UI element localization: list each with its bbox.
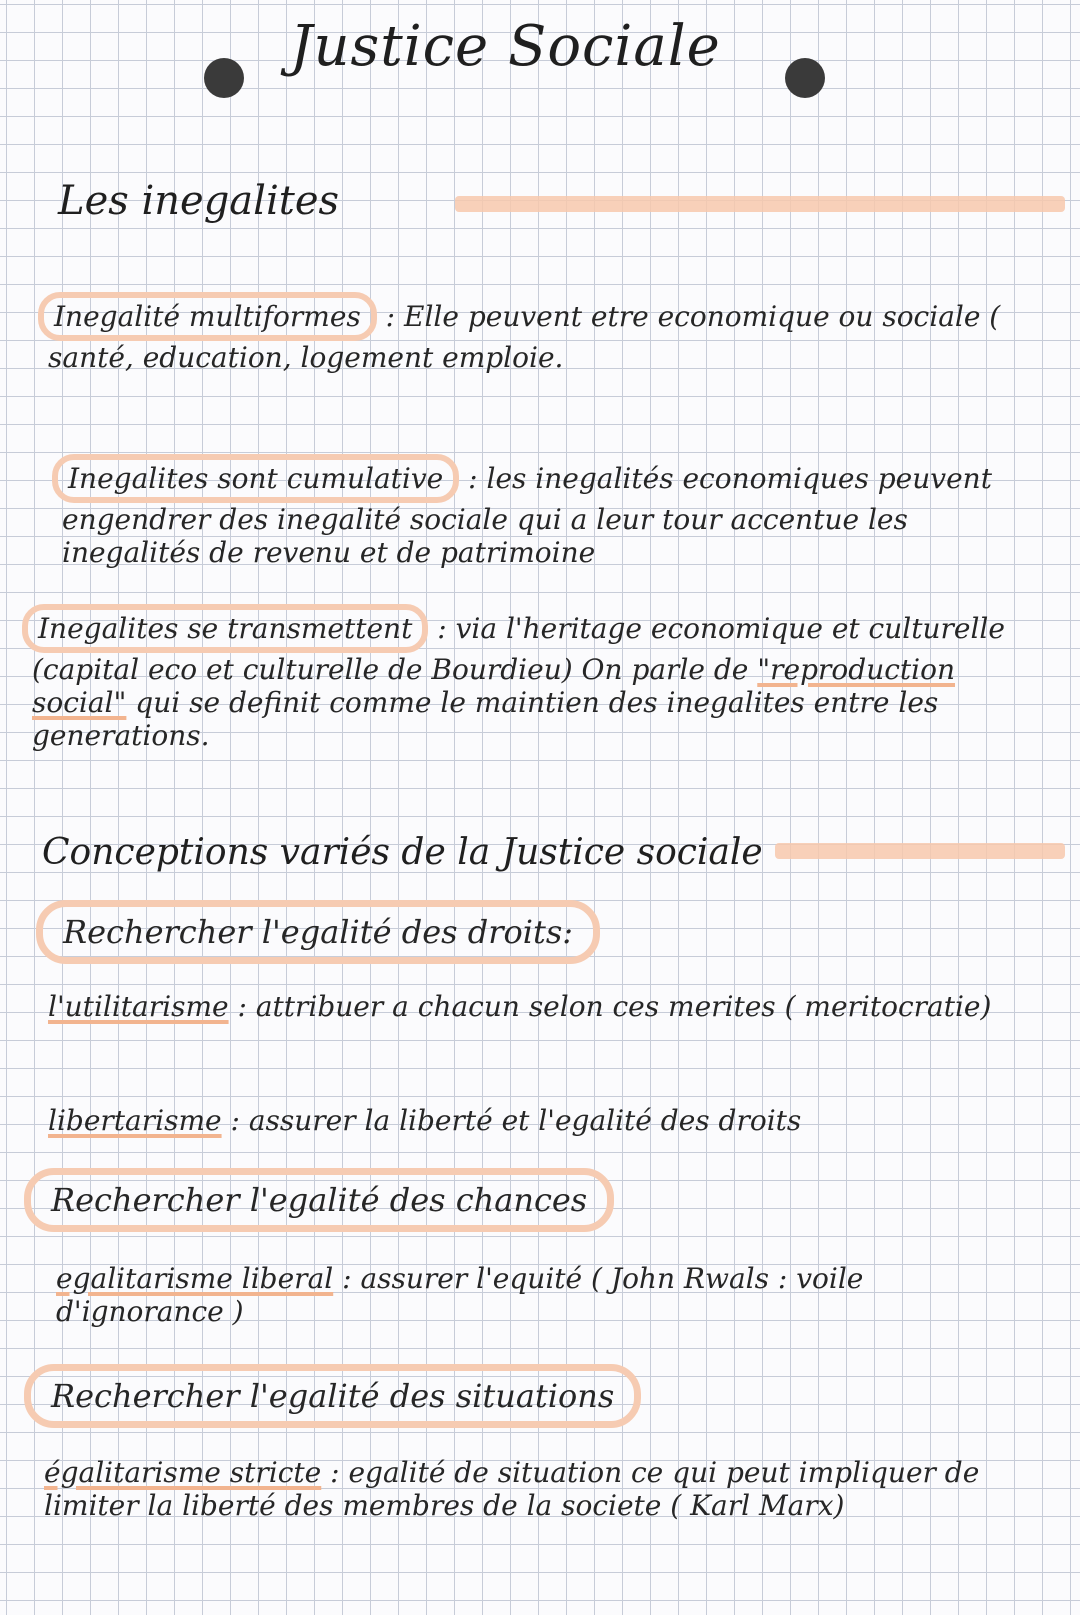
term: Inegalites se transmettent <box>22 604 428 653</box>
subheading-egalite-chances: Rechercher l'egalité des chances <box>24 1168 614 1232</box>
subheading-egalite-situations: Rechercher l'egalité des situations <box>24 1364 641 1428</box>
term: égalitarisme stricte <box>44 1456 322 1489</box>
note-inegalite-multiformes: Inegalité multiformes : Elle peuvent etre economique ou sociale ( santé, education, logement emploie. <box>48 292 1038 374</box>
definition: assurer la liberté et l'egalité des droits <box>248 1104 802 1137</box>
heading-highlight-2 <box>775 843 1065 859</box>
definition: egalité de situation ce qui peut impliquer de limiter la liberté des membres de la societe ( Karl Marx) <box>44 1456 980 1522</box>
definition: assurer l'equité ( John Rwals : voile d'ignorance ) <box>56 1262 864 1328</box>
term: l'utilitarisme <box>48 990 229 1023</box>
note-libertarisme: libertarisme : assurer la liberté et l'egalité des droits <box>48 1104 802 1137</box>
page-title: Justice Sociale <box>290 14 721 79</box>
binder-hole-left <box>204 58 244 98</box>
note-egalitarisme-liberal: egalitarisme liberal : assurer l'equité ( John Rwals : voile d'ignorance ) <box>56 1262 864 1328</box>
definition: les inegalités economiques peuvent engendrer des inegalité sociale qui a leur tour accentue les inegalités de revenu et de patrimoine <box>62 462 992 569</box>
quote-reproduction-sociale: "reproduction social" <box>32 653 956 719</box>
note-inegalites-cumulative: Inegalites sont cumulative : les inegalités economiques peuvent engendrer des inegalité sociale qui a leur tour accentue les inegalités de revenu et de patrimoine <box>62 454 1037 569</box>
section-heading-inegalites: Les inegalites <box>58 178 340 224</box>
note-utilitarisme: l'utilitarisme : attribuer a chacun selon ces merites ( meritocratie) <box>48 990 992 1023</box>
note-egalitarisme-stricte: égalitarisme stricte : egalité de situation ce qui peut impliquer de limiter la liberté des membres de la societe ( Karl Marx) <box>44 1456 980 1522</box>
term: libertarisme <box>48 1104 222 1137</box>
definition: via l'heritage economique et culturelle (capital eco et culturelle de Bourdieu) On parle de <box>32 612 1005 686</box>
heading-highlight-1 <box>455 196 1065 212</box>
term: Inegalites sont cumulative <box>52 454 459 503</box>
section-heading-conceptions: Conceptions variés de la Justice sociale <box>42 832 763 873</box>
term: Inegalité multiformes <box>38 292 377 341</box>
term: egalitarisme liberal <box>56 1262 334 1295</box>
definition: Elle peuvent etre economique ou sociale ( santé, education, logement emploie. <box>48 300 1001 374</box>
binder-hole-right <box>785 58 825 98</box>
note-inegalites-transmettent: Inegalites se transmettent : via l'heritage economique et culturelle (capital eco et culturelle de Bourdieu) On parle de "reproduction social" qui se definit comme le maintien des inegalites entre les generations. <box>32 604 1037 752</box>
subheading-egalite-droits: Rechercher l'egalité des droits: <box>36 900 600 964</box>
definition: attribuer a chacun selon ces merites ( meritocratie) <box>255 990 992 1023</box>
